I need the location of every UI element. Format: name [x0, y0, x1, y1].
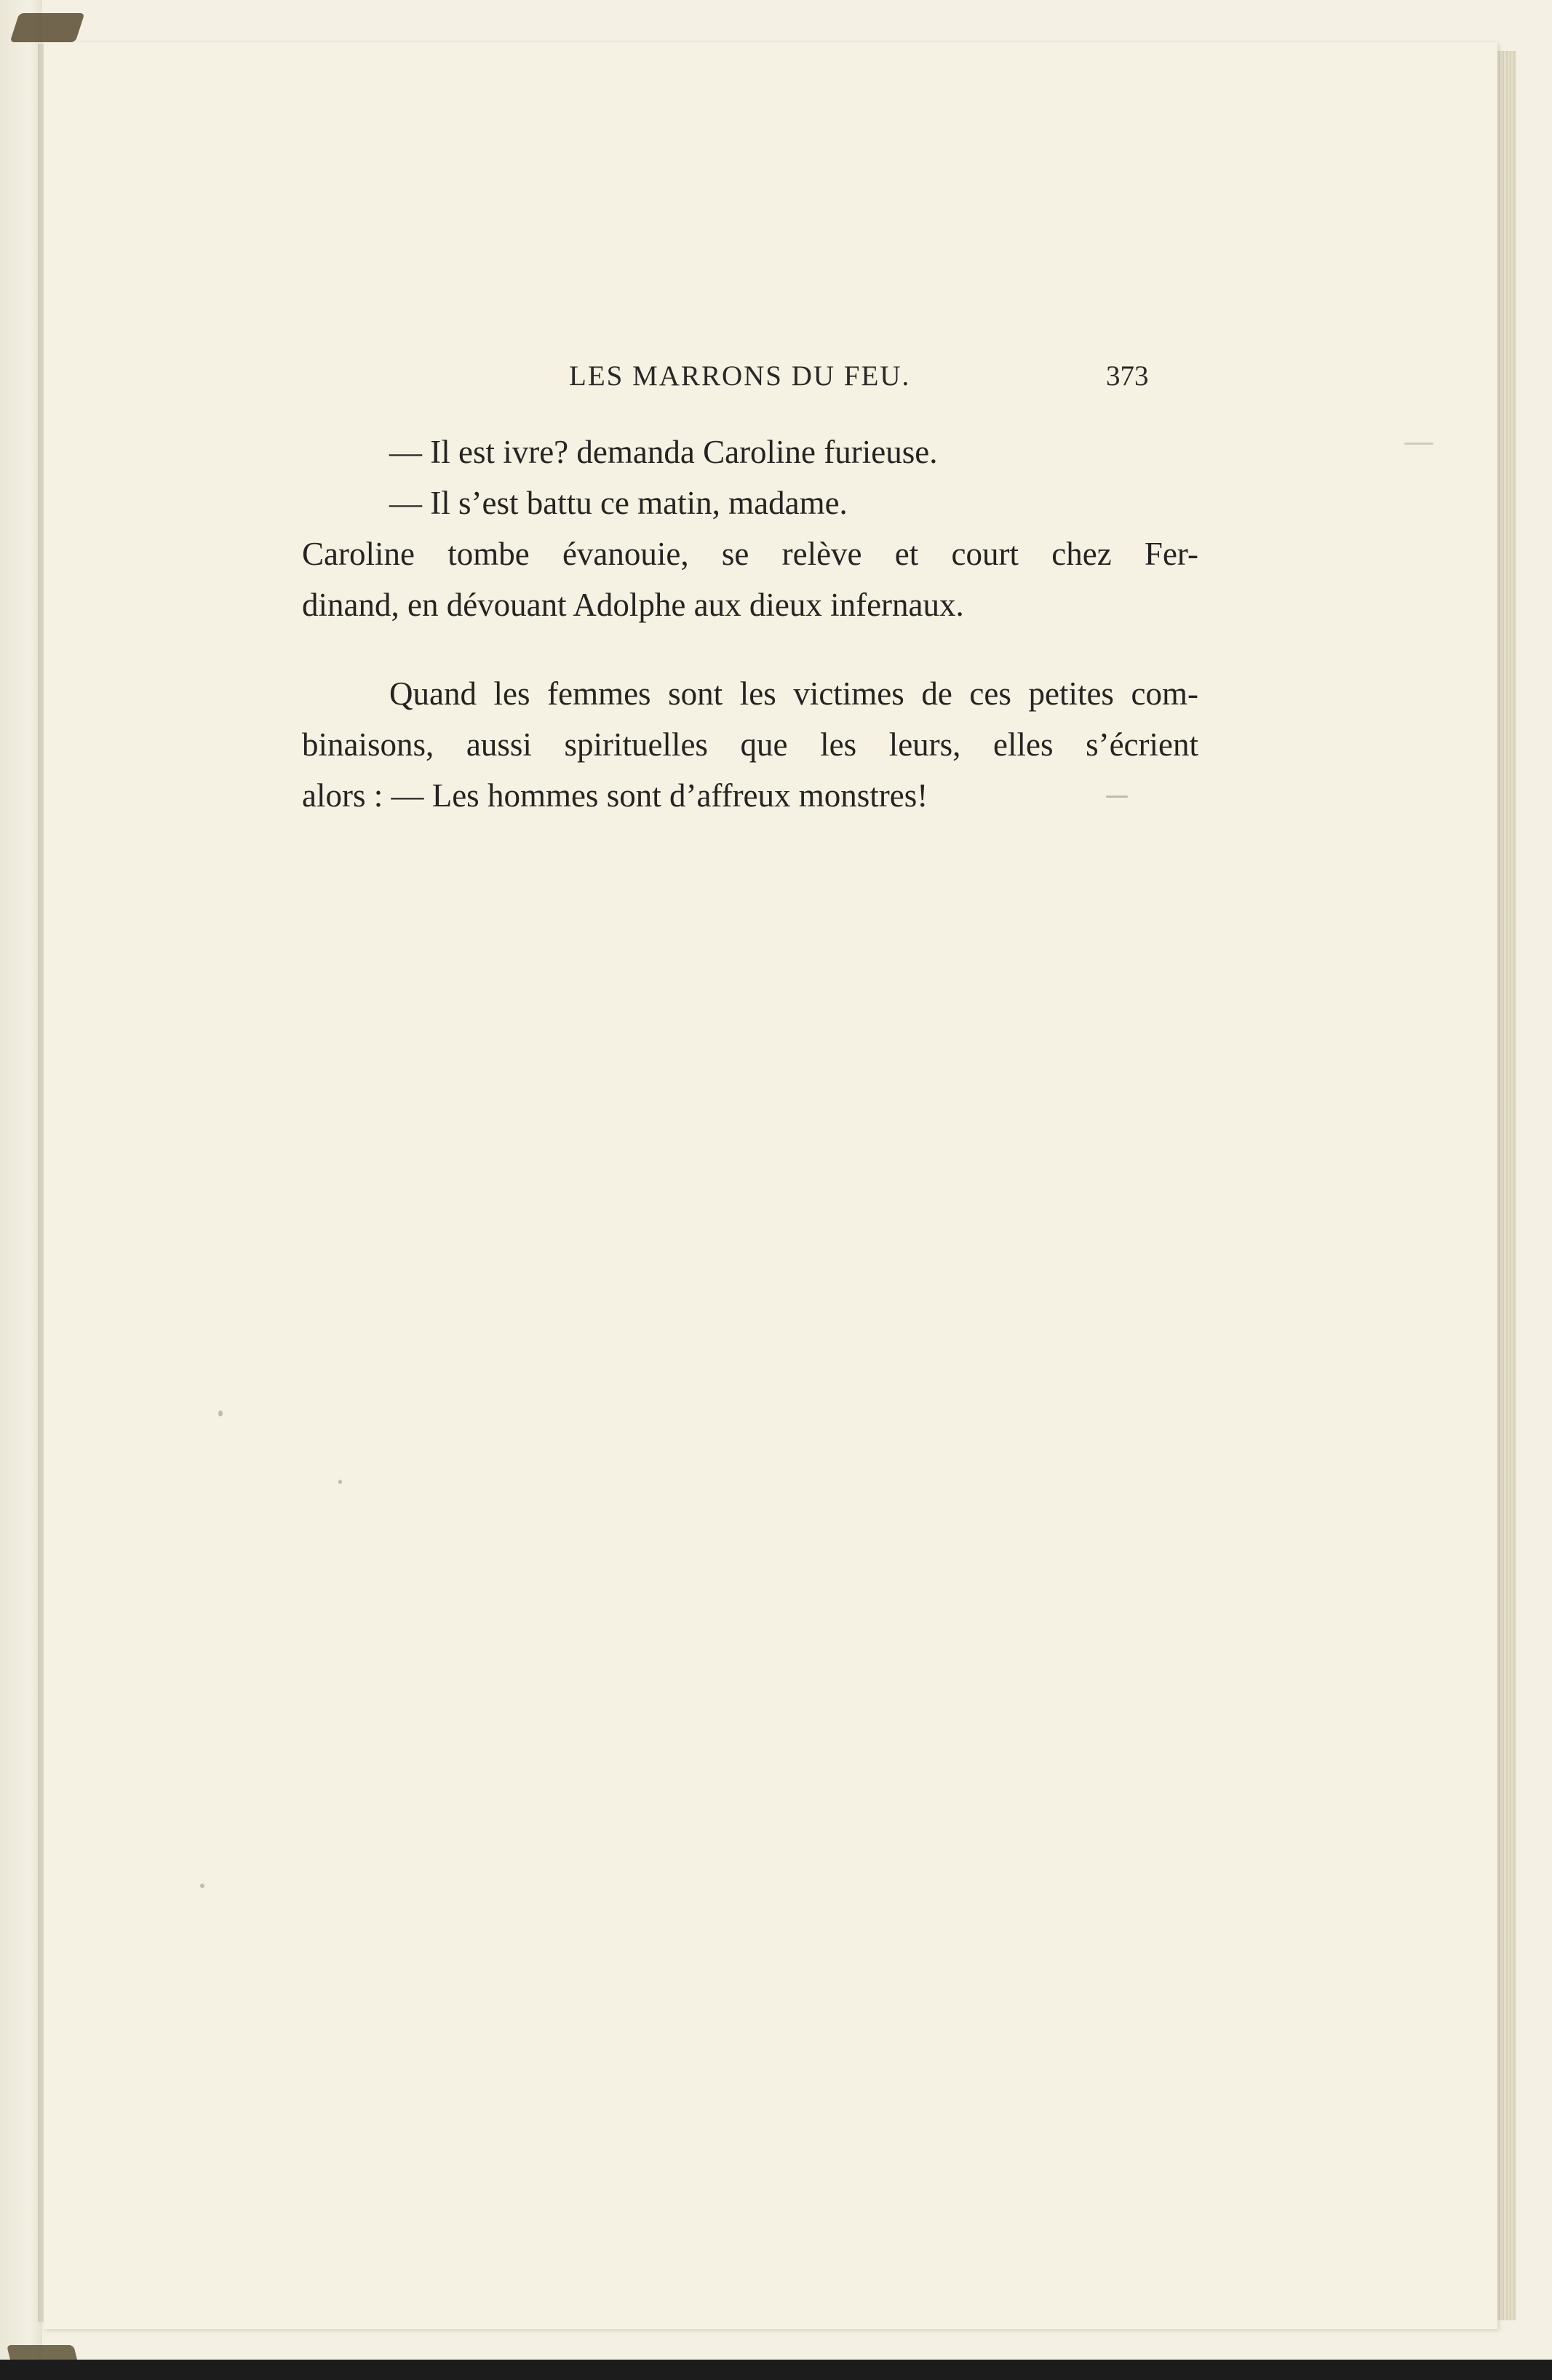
page-number: 373 — [1106, 360, 1149, 392]
text-line: binaisons, aussi spirituelles que les leurs, elles s’écrient — [302, 726, 1198, 763]
left-page-edge — [0, 0, 42, 2380]
book-page — [44, 42, 1497, 2329]
page-edges — [1497, 51, 1516, 2320]
paper-mark — [1106, 796, 1128, 798]
scan-bottom-border — [0, 2360, 1552, 2380]
running-title: LES MARRONS DU FEU. — [569, 360, 911, 392]
text-line: — Il est ivre? demanda Caroline furieuse. — [389, 434, 938, 470]
binding-corner-top — [10, 13, 85, 42]
text-line: alors : — Les hommes sont d’affreux monstres! — [302, 777, 928, 814]
text-line: Quand les femmes sont les victimes de ces petites com- — [389, 675, 1198, 712]
body-text — [302, 427, 1198, 821]
paper-speck — [338, 1480, 342, 1484]
text-line: — Il s’est battu ce matin, madame. — [389, 485, 848, 521]
paper-speck — [218, 1411, 223, 1416]
paper-speck — [200, 1884, 204, 1888]
paper-mark — [1404, 443, 1433, 445]
text-line: Caroline tombe évanouie, se relève et court chez Fer- — [302, 536, 1198, 572]
text-line: dinand, en dévouant Adolphe aux dieux infernaux. — [302, 587, 964, 623]
page-header — [44, 360, 1497, 403]
paragraph-gap — [302, 630, 1198, 668]
